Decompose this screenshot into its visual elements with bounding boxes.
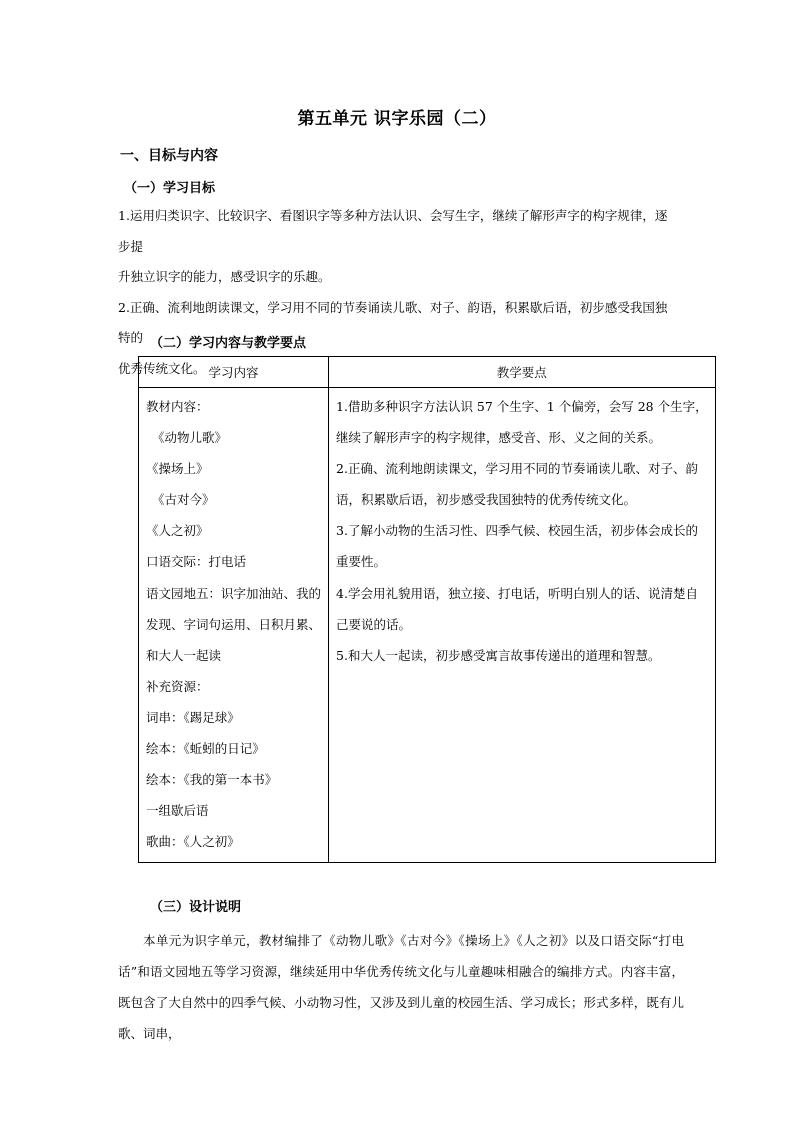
- content-line: 一组歇后语: [146, 803, 209, 819]
- goal-line: 优秀传统文化。: [118, 360, 206, 376]
- content-line: 口语交际：打电话: [146, 554, 247, 570]
- point-line: 继续了解形声字的构字规律，感受音、形、义之间的关系。: [336, 430, 662, 446]
- point-line: 语，积累歇后语，初步感受我国独特的优秀传统文化。: [336, 492, 637, 508]
- section-heading-goals-content: 一、目标与内容: [120, 148, 218, 164]
- subheading-content-and-points: （二）学习内容与教学要点: [150, 336, 307, 351]
- goal-line: 2.正确、流利地朗读课文，学习用不同的节奏诵读儿歌、对子、韵语，积累歇后语，初步感受我国独特的: [118, 299, 668, 345]
- goal-line: 1.运用归类识字、比较识字、看图识字等多种方法认识、会写生字，继续了解形声字的构字规律，逐步提: [118, 208, 668, 254]
- design-notes-paragraph: 本单元为识字单元，教材编排了《动物儿歌》《古对今》《操场上》《人之初》以及口语交际“打电话”和语文园地五等学习资源，继续延用中华优秀传统文化与儿童趣味相融合的编排方式。内容丰富，既包含了大自然中的四季气候、小动物习性，又涉及到儿童的校园生活、学习成长；形式多样，既有儿歌、词串，: [118, 933, 684, 1041]
- subheading-design-notes: （三）设计说明: [150, 900, 242, 915]
- content-line: 语文园地五：识字加油站、我的: [146, 585, 322, 601]
- subheading-learning-goals: （一）学习目标: [124, 181, 216, 196]
- content-line: 《操场上》: [146, 461, 209, 477]
- content-cell: [139, 388, 329, 863]
- point-line: 5.和大人一起读，初步感受寓言故事传递出的道理和智慧。: [336, 647, 661, 663]
- goal-line: 升独立识字的能力，感受识字的乐趣。: [118, 269, 331, 284]
- table-row: [139, 388, 716, 863]
- point-line: 重要性。: [336, 554, 387, 570]
- table-header-row: [139, 357, 716, 388]
- content-line: 《古对今》: [152, 492, 215, 508]
- page-title: 第五单元 识字乐园（二）: [297, 109, 497, 129]
- content-table: [138, 356, 716, 863]
- table-header-content: 学习内容: [139, 357, 329, 388]
- points-cell: [329, 388, 716, 863]
- content-line: 绘本：《蚯蚓的日记》: [146, 741, 265, 757]
- content-line: 补充资源：: [146, 678, 209, 694]
- table-header-points: 教学要点: [329, 357, 716, 388]
- content-line: 和大人一起读: [146, 647, 222, 663]
- point-line: 3.了解小动物的生活习性、四季气候、校园生活，初步体会成长的: [336, 523, 698, 539]
- content-line: 《动物儿歌》: [152, 430, 228, 446]
- point-line: 1.借助多种识字方法认识 57 个生字、1 个偏旁，会写 28 个生字，: [336, 399, 708, 414]
- point-line: 己要说的话。: [336, 616, 412, 632]
- content-line: 教材内容：: [146, 399, 209, 414]
- point-line: 4.学会用礼貌用语，独立接、打电话，听明白别人的话、说清楚自: [336, 585, 698, 601]
- content-line: 歌曲：《人之初》: [146, 834, 240, 850]
- content-line: 发现、字词句运用、日积月累、: [146, 616, 322, 632]
- point-line: 2.正确、流利地朗读课文，学习用不同的节奏诵读儿歌、对子、韵: [336, 461, 698, 477]
- content-line: 绘本：《我的第一本书》: [146, 772, 278, 788]
- content-line: 《人之初》: [146, 523, 209, 539]
- content-line: 词串：《踢足球》: [146, 709, 240, 725]
